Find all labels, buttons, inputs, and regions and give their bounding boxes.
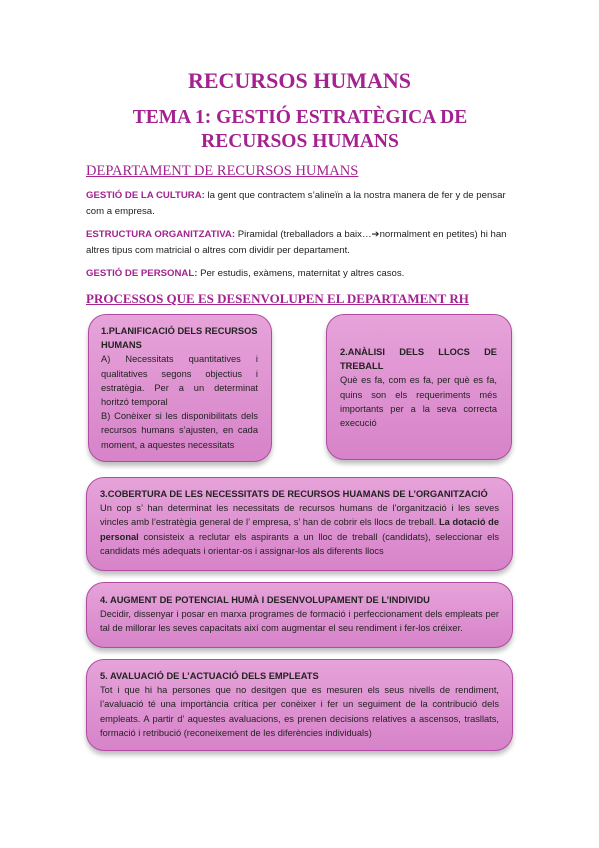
- box-text-planning-b: B) Conèixer si les disponibilitats dels recursos humans s’ajusten, en cada moment, a aquestes necessitats: [101, 411, 258, 450]
- box-title-evaluation: 5. AVALUACIÓ DE L’ACTUACIÓ DELS EMPLEATS: [100, 671, 319, 681]
- label-culture: GESTIÓ DE LA CULTURA:: [86, 190, 205, 201]
- box-text-coverage-part2: consisteix a reclutar els aspirants a un lloc de treball (candidats), seleccionar els candidats més adequats i orientar-os i assignar-los als diferents llocs: [100, 531, 499, 556]
- box-title-job-analysis: 2.ANÀLISI DELS LLOCS DE TREBALL: [340, 347, 497, 372]
- paragraph-personnel: [86, 266, 516, 282]
- box-text-development: Decidir, dissenyar i posar en marxa programes de formació i perfeccionament dels empleats per tal de millorar les seves capacitats així com augmentar el seu rendiment i fer-los créixer.: [100, 609, 499, 634]
- section-heading-department: DEPARTAMENT DE RECURSOS HUMANS: [86, 163, 359, 179]
- document-subtitle: TEMA 1: GESTIÓ ESTRATÈGICA DE RECURSOS HUMANS: [132, 107, 468, 152]
- text-culture: la gent que contractem s’alineïn a la nostra manera de fer y de pensar com a empresa.: [86, 190, 506, 217]
- box-title-coverage: 3.COBERTURA DE LES NECESSITATS DE RECURSOS HUAMANS DE L’ORGANITZACIÓ: [100, 489, 488, 499]
- process-box-development: [86, 582, 513, 648]
- process-box-evaluation: [86, 659, 513, 751]
- paragraph-structure: [86, 227, 516, 258]
- paragraph-culture: [86, 188, 516, 219]
- label-structure: ESTRUCTURA ORGANITZATIVA:: [86, 229, 236, 240]
- box-text-coverage: [100, 501, 499, 558]
- box-text-evaluation: Tot i que hi ha persones que no desitgen que es mesuren els seus nivells de rendiment, l’avaluació té una importància crítica per conèixer i fer un seguiment de la contribució dels empleats. A partir d’ aquestes avaluacions, es prenen decisions relatives a ascensos, trasllats, formació i retribució (reconeixement de les diferències individuals): [100, 685, 499, 738]
- box-text-coverage-part1: Un cop s’ han determinat les necessitats de recursos humans de l’organització i les seves vincles amb l’estratègia general de l’ empresa, s’ han de cobrir els llocs de treball.: [100, 503, 499, 528]
- label-personnel: GESTIÓ DE PERSONAL:: [86, 268, 198, 279]
- box-text-job-analysis: Què es fa, com es fa, per què es fa, quins son els requeriments més importants per a la seva correcta execució: [340, 375, 497, 429]
- box-text-planning-a: A) Necessitats quantitatives i qualitatives segons objectius i estratègia. Per a un determinat horitzó temporal: [101, 354, 258, 408]
- document-title: RECURSOS HUMANS: [187, 68, 412, 93]
- box-text-coverage-bold: La dotació de personal: [100, 517, 500, 542]
- text-personnel: Per estudis, exàmens, maternitat y altres casos.: [197, 268, 405, 279]
- text-structure: Piramidal (treballadors a baix…➔normalment en petites) hi han altres tipus com matricial o altres com dividir per departament.: [86, 229, 507, 256]
- process-box-job-analysis: [326, 314, 512, 460]
- box-title-planning: 1.PLANIFICACIÓ DELS RECURSOS HUMANS: [101, 326, 258, 351]
- process-box-planning: [88, 314, 272, 462]
- process-box-coverage: [86, 477, 513, 571]
- section-heading-processes: PROCESSOS QUE ES DESENVOLUPEN EL DEPARTAMENT RH: [86, 291, 469, 306]
- box-title-development: 4. AUGMENT DE POTENCIAL HUMÀ I DESENVOLUPAMENT DE L’INDIVIDU: [100, 595, 430, 605]
